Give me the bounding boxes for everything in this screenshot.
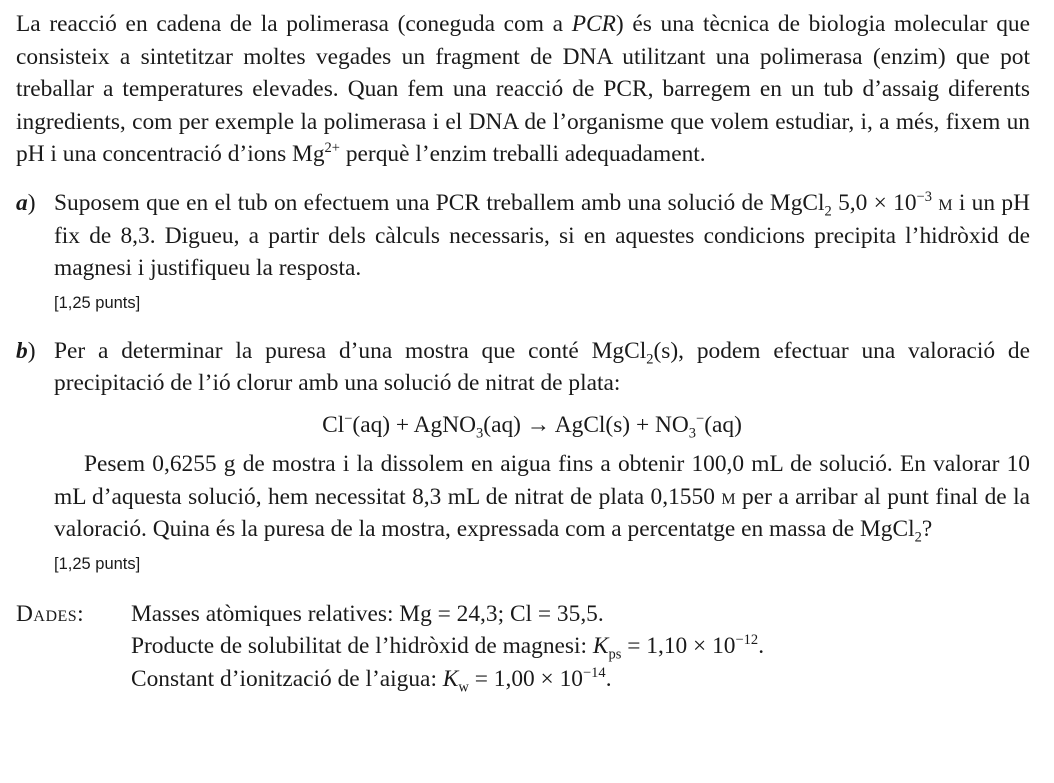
question-a-text-1: Suposem que en el tub on efectuem una PCR treballem amb una solució de MgCl — [54, 189, 825, 216]
intro-text-1: La reacció en cadena de la polimerasa (coneguda com a — [16, 11, 572, 37]
data-ksp-exponent: −12 — [735, 632, 759, 649]
intro-text-3: perquè l’enzim treballi adequadament. — [339, 141, 706, 168]
question-b-label — [16, 335, 36, 368]
eq-cl-charge: − — [344, 411, 353, 428]
data-ksp-value: = 1,10 × 10 — [621, 633, 736, 660]
data-kw — [131, 663, 1030, 696]
exam-page — [16, 8, 1030, 695]
data-kw-exponent: −14 — [583, 664, 606, 681]
data-ksp-sub: ps — [608, 646, 622, 663]
intro-pcr-italic: PCR — [571, 11, 616, 37]
eq-cl: Cl — [322, 411, 345, 438]
intro-paragraph — [16, 8, 1030, 171]
question-a-label — [16, 187, 36, 220]
question-b — [16, 335, 1030, 576]
question-a-exponent: −3 — [916, 189, 932, 206]
data-atomic-masses: Masses atòmiques relatives: Mg = 24,3; Cl = 35,5. — [131, 600, 604, 627]
question-a-text-2: 5,0 × 10 — [831, 189, 917, 216]
question-b-letter: b — [16, 337, 28, 364]
question-a-text-3: i un pH fix de 8,3. Digueu, a partir dels càlculs necessaris, si en aquestes condicions precipita l’hidròxid de magnesi i justifiqueu la resposta. — [54, 189, 1030, 282]
data-kw-value: = 1,00 × 10 — [468, 665, 583, 692]
question-b-paren: ) — [27, 337, 36, 364]
question-b-text — [54, 335, 1030, 400]
intro-text-2: ) és una tècnica de biologia molecular que consisteix a sintetitzar moltes vegades un fragment de DNA utilitzant una polimerasa (enzim) que pot treballar a temperatures elevades. Quan fem una reacció de PCR, barregem en un tub d’assaig diferents ingredients, com per exemple la polimerasa i el DNA de l’organisme que volem estudiar, i, a més, fixem un pH i una concentració d’ions Mg — [16, 11, 1030, 168]
question-b-p2-text-1: Pesem 0,6255 g de mostra i la dissolem en aigua fins a obtenir 100,0 mL de solució. En valorar 10 mL d’aquesta solució, hem necessitat 8,3 mL de nitrat de plata 0,1550 — [54, 450, 1030, 510]
data-section — [16, 598, 1030, 696]
eq-part-3: (aq) — [704, 411, 742, 438]
data-ksp-end: . — [758, 633, 765, 660]
question-a-sub: 2 — [824, 203, 832, 220]
eq-no3-charge: − — [696, 411, 705, 428]
question-b-text-2: (s), podem efectuar una valoració de precipitació de l’ió clorur amb una solució de nitrat de plata: — [54, 337, 1030, 397]
question-b-p2-sub: 2 — [914, 529, 922, 546]
data-label: Dades: — [16, 600, 85, 627]
question-a — [16, 187, 1030, 315]
question-b-paragraph-2 — [54, 448, 1030, 546]
question-a-text — [54, 187, 1030, 285]
eq-no3-sub: 3 — [688, 425, 697, 442]
data-ksp-k: K — [592, 633, 609, 660]
data-ksp — [131, 630, 1030, 663]
question-b-unit: m — [721, 483, 736, 510]
question-b-p2-text-3: ? — [921, 516, 933, 543]
question-a-paren: ) — [27, 189, 36, 216]
chemical-equation — [54, 408, 1030, 442]
data-kw-end: . — [605, 665, 612, 692]
data-kw-k: K — [442, 665, 459, 692]
question-b-text-1: Per a determinar la puresa d’una mostra que conté MgCl — [54, 337, 647, 364]
data-kw-text: Constant d’ionització de l’aigua: — [131, 665, 443, 692]
question-b-p2-text-2: per a arribar al punt final de la valoració. Quina és la puresa de la mostra, expressada com a percentatge en massa de MgCl — [54, 483, 1030, 543]
data-ksp-text: Producte de solubilitat de l’hidròxid de magnesi: — [131, 633, 593, 660]
question-a-points: [1,25 punts] — [54, 293, 141, 312]
question-a-letter: a — [16, 189, 28, 216]
mg-charge-superscript: 2+ — [324, 140, 340, 157]
question-b-points: [1,25 punts] — [54, 554, 141, 573]
question-b-sub: 2 — [646, 351, 654, 368]
eq-part-1: (aq) + AgNO — [352, 411, 477, 438]
eq-agno3-sub: 3 — [476, 425, 484, 442]
eq-part-2: (aq) → AgCl(s) + NO — [483, 411, 689, 438]
data-kw-sub: w — [458, 679, 469, 696]
question-a-unit: m — [938, 189, 953, 216]
